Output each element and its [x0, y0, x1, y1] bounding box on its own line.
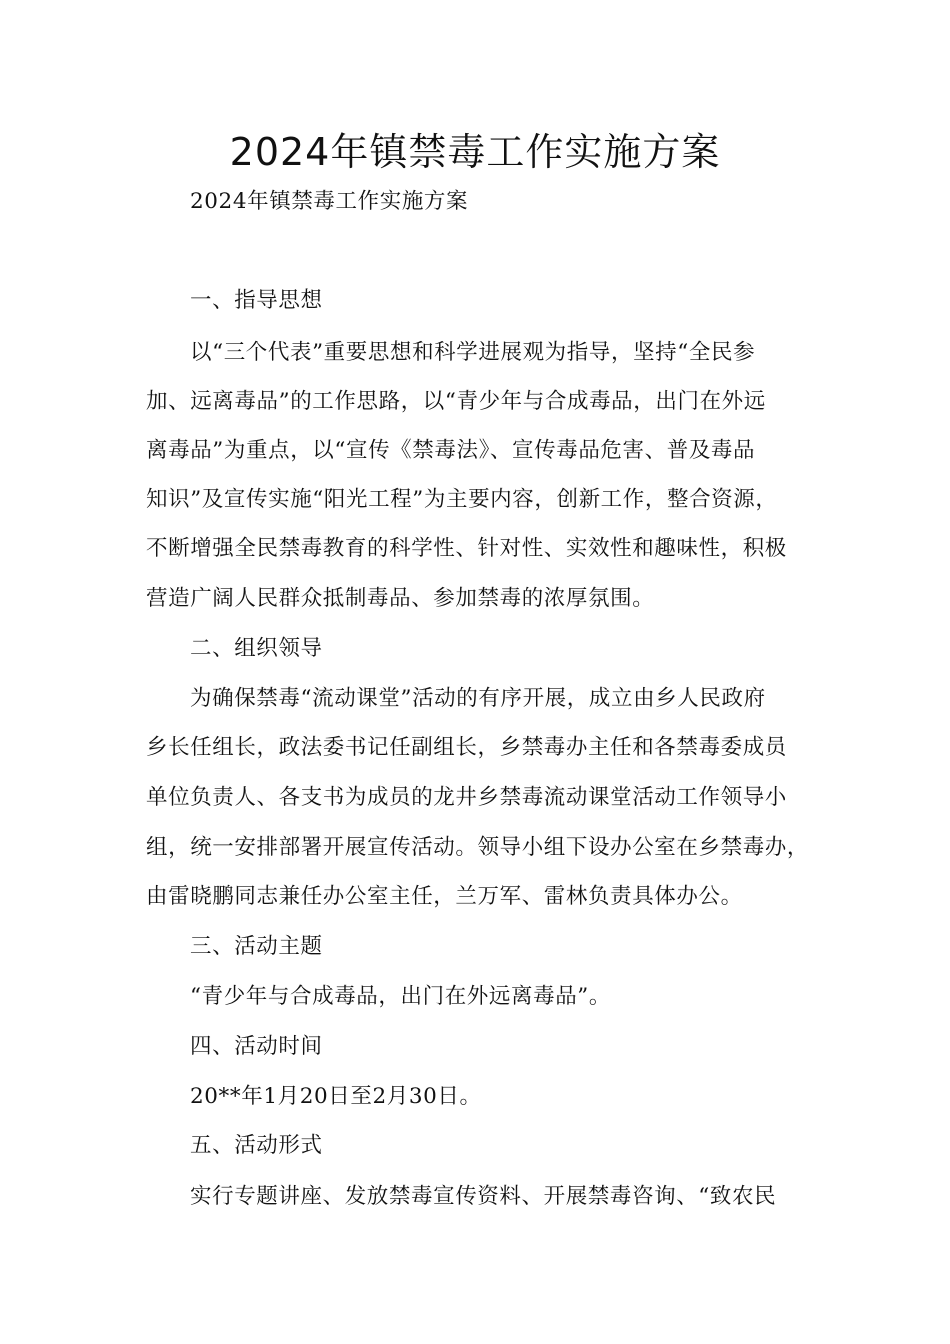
- paragraph-line: 由雷晓鹏同志兼任办公室主任，兰万军、雷林负责具体办公。: [146, 884, 743, 909]
- paragraph-line: 不断增强全民禁毒教育的科学性、针对性、实效性和趣味性，积极: [146, 536, 787, 561]
- paragraph-line: “青少年与合成毒品，出门在外远离毒品”。: [190, 984, 611, 1009]
- document-title: 2024年镇禁毒工作实施方案: [229, 130, 721, 174]
- section-heading: 三、活动主题: [190, 934, 323, 959]
- document-subtitle: 2024年镇禁毒工作实施方案: [190, 189, 469, 214]
- section-heading: 一、指导思想: [190, 288, 323, 313]
- paragraph-line: 单位负责人、各支书为成员的龙井乡禁毒流动课堂活动工作领导小: [146, 785, 787, 810]
- paragraph-line: 以“三个代表”重要思想和科学进展观为指导，坚持“全民参: [190, 340, 756, 365]
- paragraph-line: 实行专题讲座、发放禁毒宣传资料、开展禁毒咨询、“致农民: [190, 1184, 777, 1209]
- paragraph-line: 乡长任组长，政法委书记任副组长，乡禁毒办主任和各禁毒委成员: [146, 735, 787, 760]
- paragraph-line: 加、远离毒品”的工作思路，以“青少年与合成毒品，出门在外远: [146, 389, 766, 414]
- section-heading: 二、组织领导: [190, 636, 323, 661]
- section-heading: 四、活动时间: [190, 1034, 323, 1059]
- paragraph-line: 营造广阔人民群众抵制毒品、参加禁毒的浓厚氛围。: [146, 586, 655, 611]
- section-heading: 五、活动形式: [190, 1133, 323, 1158]
- paragraph-line: 20**年1月20日至2月30日。: [190, 1084, 482, 1109]
- paragraph-line: 组，统一安排部署开展宣传活动。领导小组下设办公室在乡禁毒办，: [146, 835, 810, 860]
- paragraph-line: 离毒品”为重点，以“宣传《禁毒法》、宣传毒品危害、普及毒品: [146, 438, 756, 463]
- paragraph-line: 知识”及宣传实施“阳光工程”为主要内容，创新工作，整合资源，: [146, 487, 778, 512]
- paragraph-line: 为确保禁毒“流动课堂”活动的有序开展，成立由乡人民政府: [190, 686, 766, 711]
